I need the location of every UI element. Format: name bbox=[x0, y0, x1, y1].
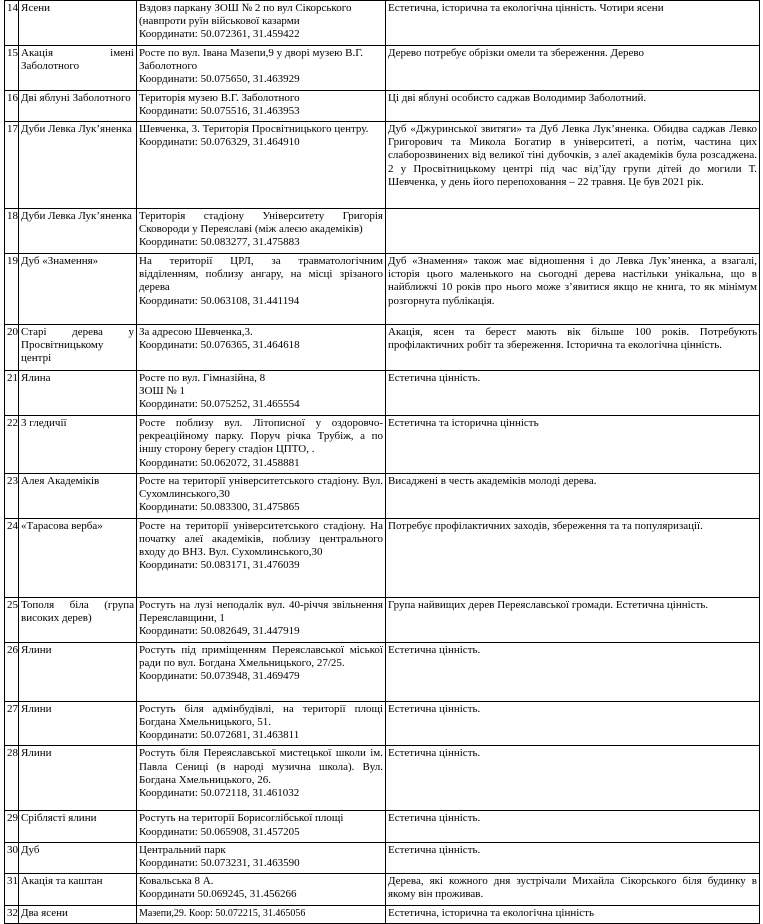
tree-location bbox=[137, 209, 386, 254]
tree-name: 3 гледичії bbox=[19, 416, 137, 474]
location-line: Росте по вул. Гімназійна, 8 bbox=[139, 372, 266, 385]
tree-name: Старі дерева у Просвітницькому центрі bbox=[19, 325, 137, 371]
row-number: 21 bbox=[5, 371, 19, 416]
tree-note: Акація, ясен та берест мають вік більше 100 років. Потребують профілактичних робіт та збереження. Історична та екологічна цінність. bbox=[386, 325, 760, 371]
row-number: 16 bbox=[5, 90, 19, 121]
trees-table bbox=[4, 0, 760, 924]
tree-location bbox=[137, 416, 386, 474]
location-line: На території ЦРЛ, за травматологічним відділенням, поблизу ангару, на місці зрізаного дерева bbox=[139, 255, 383, 294]
row-number: 22 bbox=[5, 416, 19, 474]
location-line: Координати: 50.072361, 31.459422 bbox=[139, 28, 300, 41]
location-line: Координати: 50.082649, 31.447919 bbox=[139, 625, 300, 638]
tree-note: Дерева, які кожного дня зустрічали Михайла Сікорського біля будинку в якому він проживав. bbox=[386, 874, 760, 905]
location-line: Центральний парк bbox=[139, 843, 226, 856]
tree-location bbox=[137, 746, 386, 811]
tree-name: Дуби Левка Лук’яненка bbox=[19, 209, 137, 254]
location-line: Мазепи,29. Коор: 50.072215, 31.465056 bbox=[139, 907, 306, 919]
tree-location bbox=[137, 122, 386, 209]
tree-note: Висаджені в честь академіків молоді дерева. bbox=[386, 473, 760, 518]
row-number: 18 bbox=[5, 209, 19, 254]
tree-name: Ясени bbox=[19, 1, 137, 46]
table-row bbox=[5, 811, 760, 842]
tree-note: Естетична цінність. bbox=[386, 371, 760, 416]
tree-name: Ялина bbox=[19, 371, 137, 416]
location-line: Ростуть на території Борисоглібської площі bbox=[139, 812, 344, 825]
tree-location bbox=[137, 1, 386, 46]
location-line: Координати: 50.073948, 31.469479 bbox=[139, 670, 300, 683]
tree-name: Акація імені Заболотного bbox=[19, 46, 137, 91]
tree-location bbox=[137, 46, 386, 91]
location-line: Територія музею В.Г. Заболотного bbox=[139, 91, 300, 104]
table-row bbox=[5, 473, 760, 518]
tree-note: Естетична цінність. bbox=[386, 842, 760, 873]
tree-name: Акація та каштан bbox=[19, 874, 137, 905]
tree-note: Естетична цінність. bbox=[386, 811, 760, 842]
location-line: Ростуть під приміщенням Переяславської міської ради по вул. Богдана Хмельницького, 27/25. bbox=[139, 643, 383, 670]
row-number: 14 bbox=[5, 1, 19, 46]
table-row bbox=[5, 122, 760, 209]
tree-note bbox=[386, 209, 760, 254]
location-line: Ковальська 8 А. bbox=[139, 875, 214, 888]
tree-location bbox=[137, 518, 386, 597]
location-line: Росте по вул. Івана Мазепи,9 у дворі музею В.Г. bbox=[139, 47, 364, 59]
row-number: 26 bbox=[5, 642, 19, 701]
table-row bbox=[5, 642, 760, 701]
table-row bbox=[5, 905, 760, 923]
tree-name: Ялини bbox=[19, 701, 137, 746]
table-row bbox=[5, 254, 760, 325]
tree-note: Естетична та історична цінність bbox=[386, 416, 760, 474]
tree-location bbox=[137, 642, 386, 701]
location-line: Росте на території університетського стадіону. На початку алеї академіків, поблизу центрального входу до ВНЗ. Вул. Сухомлинського,30 bbox=[139, 519, 383, 559]
location-line: Ростуть на лузі неподалік вул. 40-річчя звільнення Переяславщини, 1 bbox=[139, 598, 383, 625]
location-line: Територія стадіону Університету Григорія Сковороди у Переяславі (між алеєю академіків) bbox=[139, 210, 383, 236]
tree-name: Дуби Левка Лук’яненка bbox=[19, 122, 137, 209]
table-row bbox=[5, 874, 760, 905]
table-row bbox=[5, 46, 760, 91]
row-number: 23 bbox=[5, 473, 19, 518]
tree-name: Алея Академіків bbox=[19, 473, 137, 518]
location-line: Росте поблизу вул. Літописної у оздоровчо-рекреаційному парку. Поруч річка Трубіж, а по іншу сторону берегу стадіон ЦПТО, . bbox=[139, 417, 383, 456]
tree-location bbox=[137, 325, 386, 371]
tree-note: Потребує профілактичних заходів, збереження та та популяризації. bbox=[386, 518, 760, 597]
tree-note: Естетична цінність. bbox=[386, 642, 760, 701]
location-line: Заболотного bbox=[139, 60, 198, 73]
table-row bbox=[5, 597, 760, 642]
table-row bbox=[5, 518, 760, 597]
tree-note: Естетична цінність. bbox=[386, 701, 760, 746]
tree-location bbox=[137, 90, 386, 121]
tree-location bbox=[137, 811, 386, 842]
tree-note: Група найвищих дерев Переяславської громади. Естетична цінність. bbox=[386, 597, 760, 642]
row-number: 30 bbox=[5, 842, 19, 873]
tree-location bbox=[137, 842, 386, 873]
location-line: Росте на території університетського стадіону. Вул. Сухомлинського,30 bbox=[139, 474, 383, 501]
table-row bbox=[5, 746, 760, 811]
tree-note: Дуб «Знамення» також має відношення і до Левка Лук’яненка, а взагалі, історія цього маленького на сьогодні дерева настільки унікальна, що в найближчі 10 років про нього може з’явитися якщо не книга, то як мінімум розгорнута публікація. bbox=[386, 254, 760, 325]
table-row bbox=[5, 90, 760, 121]
location-line: (навпроти руїн військової казарми bbox=[139, 15, 300, 28]
table-row bbox=[5, 842, 760, 873]
location-line: Координати: 50.076329, 31.464910 bbox=[139, 136, 300, 149]
location-line: Координати: 50.083277, 31.475883 bbox=[139, 236, 300, 249]
row-number: 31 bbox=[5, 874, 19, 905]
location-line: ЗОШ № 1 bbox=[139, 385, 186, 398]
location-line: Координати: 50.075650, 31.463929 bbox=[139, 73, 300, 86]
tree-note: Дерево потребує обрізки омели та збереження. Дерево bbox=[386, 46, 760, 91]
tree-name: Дуб «Знамення» bbox=[19, 254, 137, 325]
tree-name: Ялини bbox=[19, 642, 137, 701]
tree-name: Дуб bbox=[19, 842, 137, 873]
location-line: Вздовз паркану ЗОШ № 2 по вул Сікорського bbox=[139, 2, 352, 14]
row-number: 32 bbox=[5, 905, 19, 923]
tree-note: Дуб «Джуринської звитяги» та Дуб Левка Лук’яненка. Обидва саджав Левко Григорович та Микола Богатир в університеті, а потім, частина цих слаборозвинених від великої тіні дубочків, з алеї академіків була розсаджена. 2 у Просвітницькому центрі під час від’їду групи дітей до могили Т. Шевченка, у день його перепоховання – 22 травня. Це був 2021 рік. bbox=[386, 122, 760, 209]
tree-location bbox=[137, 473, 386, 518]
tree-name: Два ясени bbox=[19, 905, 137, 923]
tree-name: Дві яблуні Заболотного bbox=[19, 90, 137, 121]
row-number: 28 bbox=[5, 746, 19, 811]
tree-name: Ялини bbox=[19, 746, 137, 811]
table-row bbox=[5, 325, 760, 371]
tree-note: Естетична, історична та екологічна цінність. Чотири ясени bbox=[386, 1, 760, 46]
location-line: Координати 50.069245, 31.456266 bbox=[139, 888, 297, 901]
location-line: Координати: 50.062072, 31.458881 bbox=[139, 456, 300, 469]
tree-name: Тополя біла (група високих дерев) bbox=[19, 597, 137, 642]
tree-location bbox=[137, 254, 386, 325]
row-number: 15 bbox=[5, 46, 19, 91]
location-line: Координати: 50.075252, 31.465554 bbox=[139, 398, 300, 411]
tree-name: Сріблясті ялини bbox=[19, 811, 137, 842]
location-line: Координати: 50.083171, 31.476039 bbox=[139, 559, 300, 572]
location-line: За адресою Шевченка,3. bbox=[139, 326, 253, 339]
row-number: 20 bbox=[5, 325, 19, 371]
tree-location bbox=[137, 905, 386, 923]
tree-location bbox=[137, 701, 386, 746]
location-line: Координати: 50.076365, 31.464618 bbox=[139, 339, 300, 352]
location-line: Ростуть біля адмінбудівлі, на території площі Богдана Хмельницького, 51. bbox=[139, 702, 383, 729]
row-number: 19 bbox=[5, 254, 19, 325]
location-line: Координати: 50.065908, 31.457205 bbox=[139, 825, 300, 838]
row-number: 17 bbox=[5, 122, 19, 209]
row-number: 27 bbox=[5, 701, 19, 746]
location-line: Ростуть біля Переяславської мистецької школи ім. Павла Сениці (в народі музична школа). Вул. Богдана Хмельницького, 26. bbox=[139, 747, 383, 786]
location-line: Шевченка, 3. Територія Просвітницького центру. bbox=[139, 123, 369, 136]
table-row bbox=[5, 416, 760, 474]
tree-note: Естетична, історична та екологічна цінність bbox=[386, 905, 760, 923]
table-row bbox=[5, 701, 760, 746]
table-row bbox=[5, 371, 760, 416]
tree-location bbox=[137, 874, 386, 905]
row-number: 24 bbox=[5, 518, 19, 597]
location-line: Координати: 50.072681, 31.463811 bbox=[139, 729, 300, 742]
tree-name: «Тарасова верба» bbox=[19, 518, 137, 597]
row-number: 25 bbox=[5, 597, 19, 642]
table-body bbox=[5, 1, 760, 924]
table-row bbox=[5, 1, 760, 46]
tree-location bbox=[137, 597, 386, 642]
location-line: Координати: 50.063108, 31.441194 bbox=[139, 294, 300, 307]
location-line: Координати: 50.083300, 31.475865 bbox=[139, 501, 300, 514]
location-line: Координати: 50.075516, 31.463953 bbox=[139, 104, 300, 117]
location-line: Координати: 50.072118, 31.461032 bbox=[139, 787, 300, 800]
tree-note: Ці дві яблуні особисто саджав Володимир Заболотний. bbox=[386, 90, 760, 121]
table-row bbox=[5, 209, 760, 254]
row-number: 29 bbox=[5, 811, 19, 842]
tree-location bbox=[137, 371, 386, 416]
tree-note: Естетична цінність. bbox=[386, 746, 760, 811]
location-line: Координати: 50.073231, 31.463590 bbox=[139, 857, 300, 870]
